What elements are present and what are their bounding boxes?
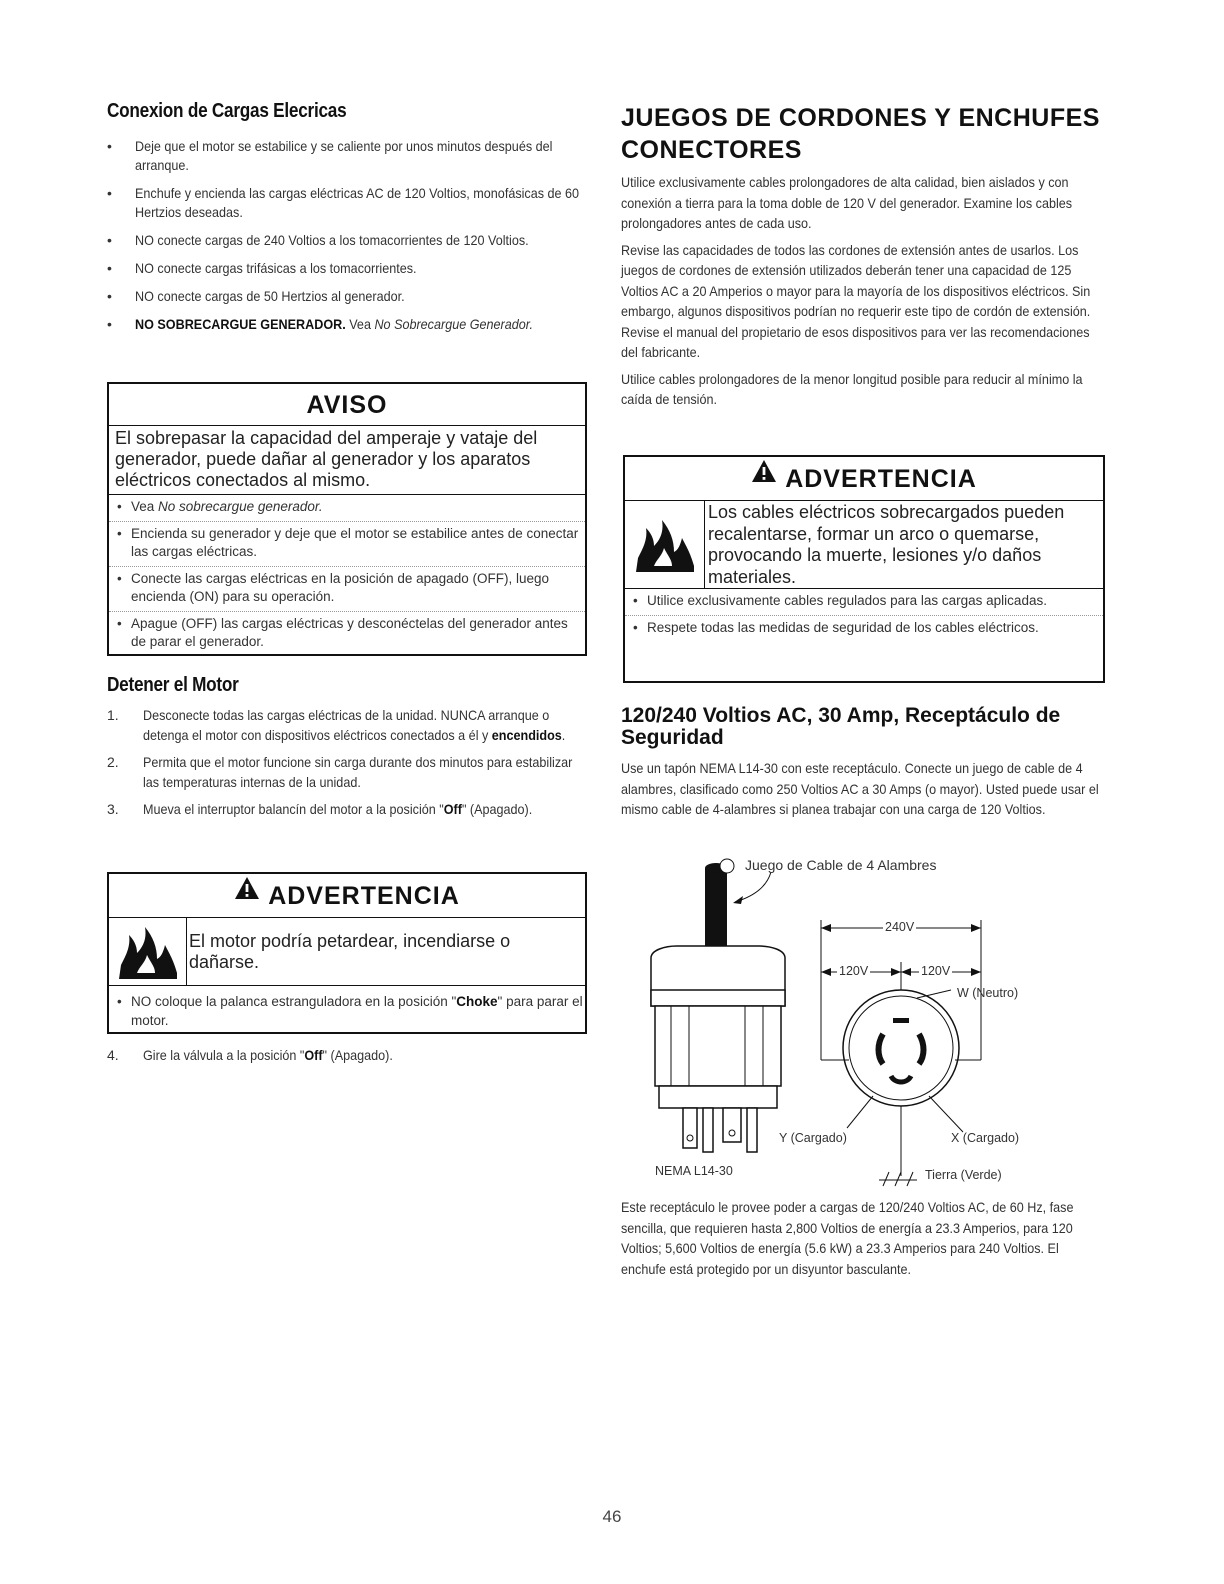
label-120v-left: 120V — [839, 964, 869, 978]
list-item: 3. Mueva el interruptor balancín del motor a la posición "Off" (Apagado). — [107, 801, 533, 817]
section-heading-receptaculo: 120/240 Voltios AC, 30 Amp, Receptáculo de Seguridad — [621, 704, 1061, 749]
receptaculo-closing: Este receptáculo le provee poder a cargas de 120/240 Voltios AC, de 60 Hz, fase sencilla, que requieren hasta 2,800 Voltios de energía a 23.3 Amperios, para 120 Voltios; 5,600 Voltios de energía (5.6 kW) a 23.3 Amperios para 240 Voltios. El enchufe está protegido por un disyuntor basculante. — [621, 1199, 1074, 1277]
list-item: 2. Permita que el motor funcione sin carga durante dos minutos para estabilizar las temperaturas internas de la unidad. — [107, 754, 573, 790]
list-item: • NO coloque la palanca estranguladora en la posición "Choke" para parar el motor. — [109, 990, 585, 1034]
fire-hazard-icon — [625, 501, 705, 588]
fire-hazard-icon — [109, 918, 187, 985]
advertencia-list — [625, 589, 1103, 641]
list-item: • Enchufe y encienda las cargas eléctricas AC de 120 Voltios, monofásicas de 60 Hertzios deseadas. — [107, 184, 587, 222]
section-heading-detener: Detener el Motor — [107, 674, 239, 696]
list-item: • Deje que el motor se estabilice y se caliente por unos minutos después del arranque. — [107, 137, 587, 175]
label-y-loaded: Y (Cargado) — [779, 1131, 847, 1145]
cable-label: Juego de Cable de 4 Alambres — [745, 857, 937, 873]
list-item: • Utilice exclusivamente cables regulados para las cargas aplicadas. — [625, 589, 1103, 616]
advertencia-title: ADVERTENCIA — [268, 882, 460, 910]
warning-triangle-icon — [234, 874, 260, 918]
list-item: • Apague (OFF) las cargas eléctricas y desconéctelas del generador antes de parar el generador. — [109, 612, 585, 656]
list-item: • Vea No sobrecargue generador. — [109, 495, 585, 522]
label-120v-right: 120V — [921, 964, 951, 978]
list-item: • Respete todas las medidas de seguridad de los cables eléctricos. — [625, 616, 1103, 642]
advertencia-title: ADVERTENCIA — [785, 465, 977, 493]
paragraph: Utilice exclusivamente cables prolongadores de alta calidad, bien aislados y con conexión a tierra para la toma doble de 120 V del generador. Examine los cables prolongadores antes de cada uso. — [621, 174, 1073, 231]
advertencia-statement: Los cables eléctricos sobrecargados pueden recalentarse, formar un arco o quemarse, provocando la muerte, lesiones y/o daños materiales. — [708, 502, 1065, 587]
list-item: • NO conecte cargas de 240 Voltios a los tomacorrientes de 120 Voltios. — [107, 231, 587, 250]
aviso-title: AVISO — [306, 391, 388, 419]
advertencia-warning-box-right — [623, 455, 1105, 683]
aviso-statement: El sobrepasar la capacidad del amperaje y vataje del generador, puede dañar al generador y los aparatos eléctricos conectados al mismo. — [109, 426, 585, 495]
advertencia-warning-box-left — [107, 872, 587, 1034]
paragraph: Revise las capacidades de todos las cordones de extensión antes de usarlos. Los juegos de cordones de extensión utilizados deberán tener una capacidad de 125 Voltios AC a 20 Amperios o mayor para la mayoría de los dispositivos eléctricos. Sin embargo, algunos dispositivos podrían no requerir este tipo de cordón de extensión. Revise el manual del propietario de esos dispositivos para ver las recomendaciones del fabricante. — [621, 241, 1091, 360]
plug-receptacle-illustration — [621, 850, 1105, 1190]
paragraph: Utilice cables prolongadores de la menor longitud posible para reducir al mínimo la caída de tensión. — [621, 370, 1083, 407]
aviso-notice-box — [107, 382, 587, 656]
list-item: • Encienda su generador y deje que el motor se estabilice antes de conectar las cargas eléctricas. — [109, 522, 585, 567]
detener-steps-list — [107, 706, 587, 828]
label-240v: 240V — [885, 920, 915, 934]
label-nema: NEMA L14-30 — [655, 1164, 733, 1178]
label-ground: Tierra (Verde) — [925, 1168, 1002, 1182]
conexion-bullet-list — [107, 137, 587, 343]
advertencia-list — [109, 986, 585, 1034]
section-heading-conexion: Conexion de Cargas Elecricas — [107, 100, 347, 122]
list-item: • NO SOBRECARGUE GENERADOR. Vea No Sobrecargue Generador. — [107, 315, 587, 334]
warning-triangle-icon — [751, 457, 777, 501]
label-neutral: W (Neutro) — [957, 986, 1019, 1000]
juegos-body — [621, 172, 1104, 416]
label-x-loaded: X (Cargado) — [951, 1131, 1020, 1145]
section-heading-juegos: JUEGOS DE CORDONES Y ENCHUFES CONECTORES — [621, 104, 1100, 164]
detener-steps-list-cont — [107, 1046, 587, 1074]
page-number: 46 — [602, 1507, 622, 1526]
list-item: • Conecte las cargas eléctricas en la posición de apagado (OFF), luego encienda (ON) para su operación. — [109, 567, 585, 612]
advertencia-statement: El motor podría petardear, incendiarse o dañarse. — [189, 930, 511, 972]
list-item: 4. Gire la válvula a la posición "Off" (Apagado). — [107, 1047, 393, 1063]
nema-l14-30-diagram — [621, 850, 1105, 1190]
list-item: 1. Desconecte todas las cargas eléctricas de la unidad. NUNCA arranque o detenga el motor con dispositivos eléctricos conectados a él y encendidos. — [107, 707, 566, 743]
list-item: • NO conecte cargas de 50 Hertzios al generador. — [107, 287, 587, 306]
receptaculo-body: Use un tapón NEMA L14-30 con este receptáculo. Conecte un juego de cable de 4 alambres, clasificado como 250 Voltios AC a 30 Amps (o mayor). Usted puede usar el mismo cable de 4-alambres si planea trabajar con una carga de 120 Voltios. — [621, 760, 1099, 817]
aviso-list — [109, 495, 585, 656]
list-item: • NO conecte cargas trifásicas a los tomacorrientes. — [107, 259, 587, 278]
